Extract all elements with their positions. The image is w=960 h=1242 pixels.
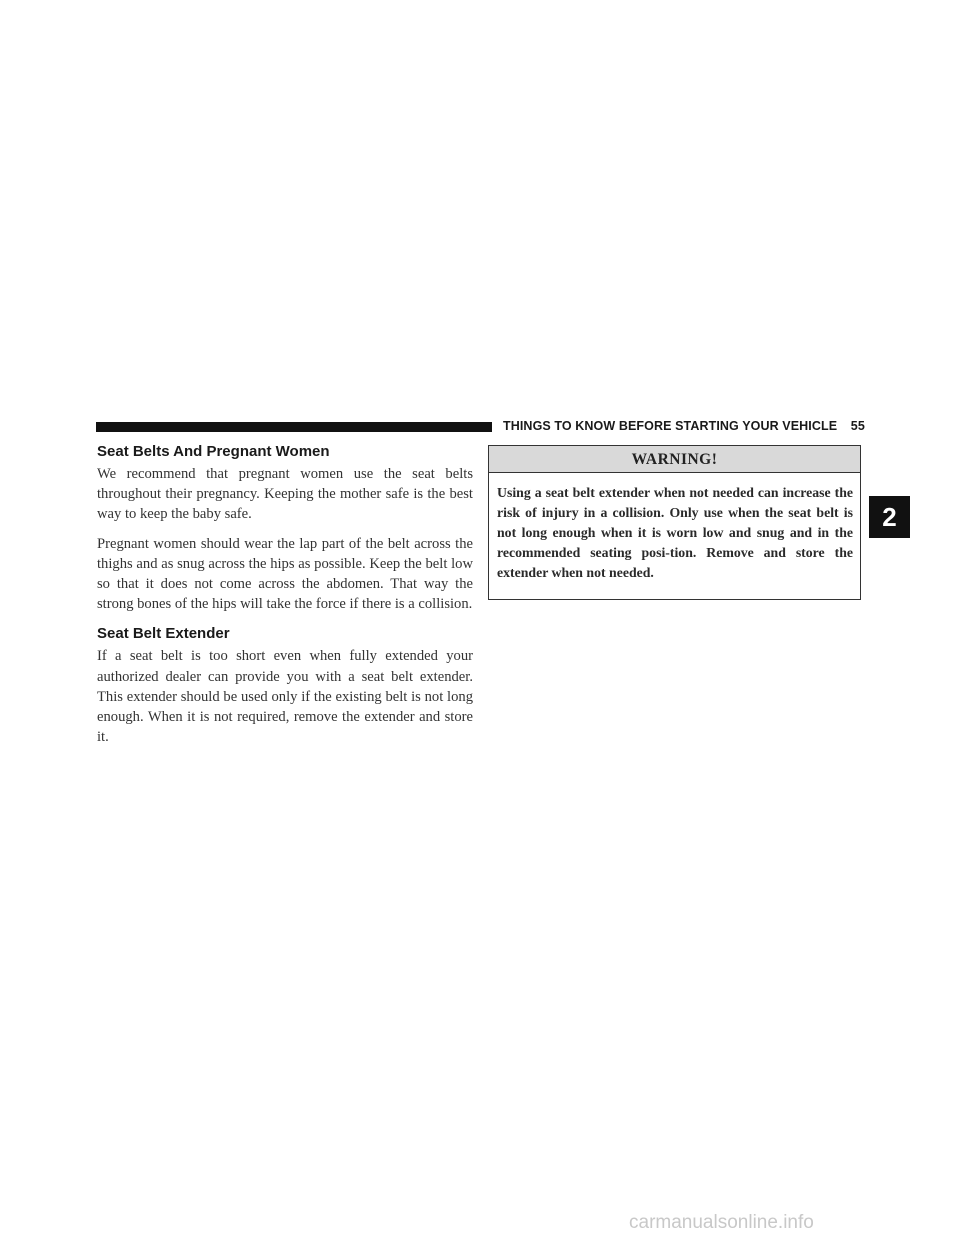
chapter-tab: 2: [869, 496, 910, 538]
paragraph: If a seat belt is too short even when fully extended your authorized dealer can provide you with a seat belt extender. This extender should be used only if the existing belt is not long enough. When it is not required, remove the extender and store it.: [97, 648, 473, 746]
warning-box: [488, 445, 861, 600]
page-number: 55: [850, 419, 865, 433]
header-title: THINGS TO KNOW BEFORE STARTING YOUR VEHICLE: [503, 419, 838, 433]
watermark: carmanualsonline.info: [629, 1212, 814, 1233]
paragraph: We recommend that pregnant women use the seat belts throughout their pregnancy. Keeping the mother safe is the best way to keep the baby safe.: [97, 466, 473, 523]
header-rule: [96, 422, 492, 432]
section-heading-seat-belt-extender: Seat Belt Extender: [97, 625, 230, 643]
warning-body: Using a seat belt extender when not needed can increase the risk of injury in a collision. Only use when the seat belt is not long enough when it is worn low and snug and in the recommended seating posi-tion. Remove and store the extender when not needed.: [497, 485, 853, 580]
main-column: [97, 442, 473, 756]
section-heading-pregnant-women: Seat Belts And Pregnant Women: [97, 443, 330, 460]
warning-title: WARNING!: [489, 446, 860, 473]
paragraph: Pregnant women should wear the lap part of the belt across the thighs and as snug across the hips as possible. Keep the belt low so that it does not come across the abdomen. That way the strong bones of the hips will take the force if there is a collision.: [97, 535, 473, 613]
running-header: [503, 419, 865, 433]
